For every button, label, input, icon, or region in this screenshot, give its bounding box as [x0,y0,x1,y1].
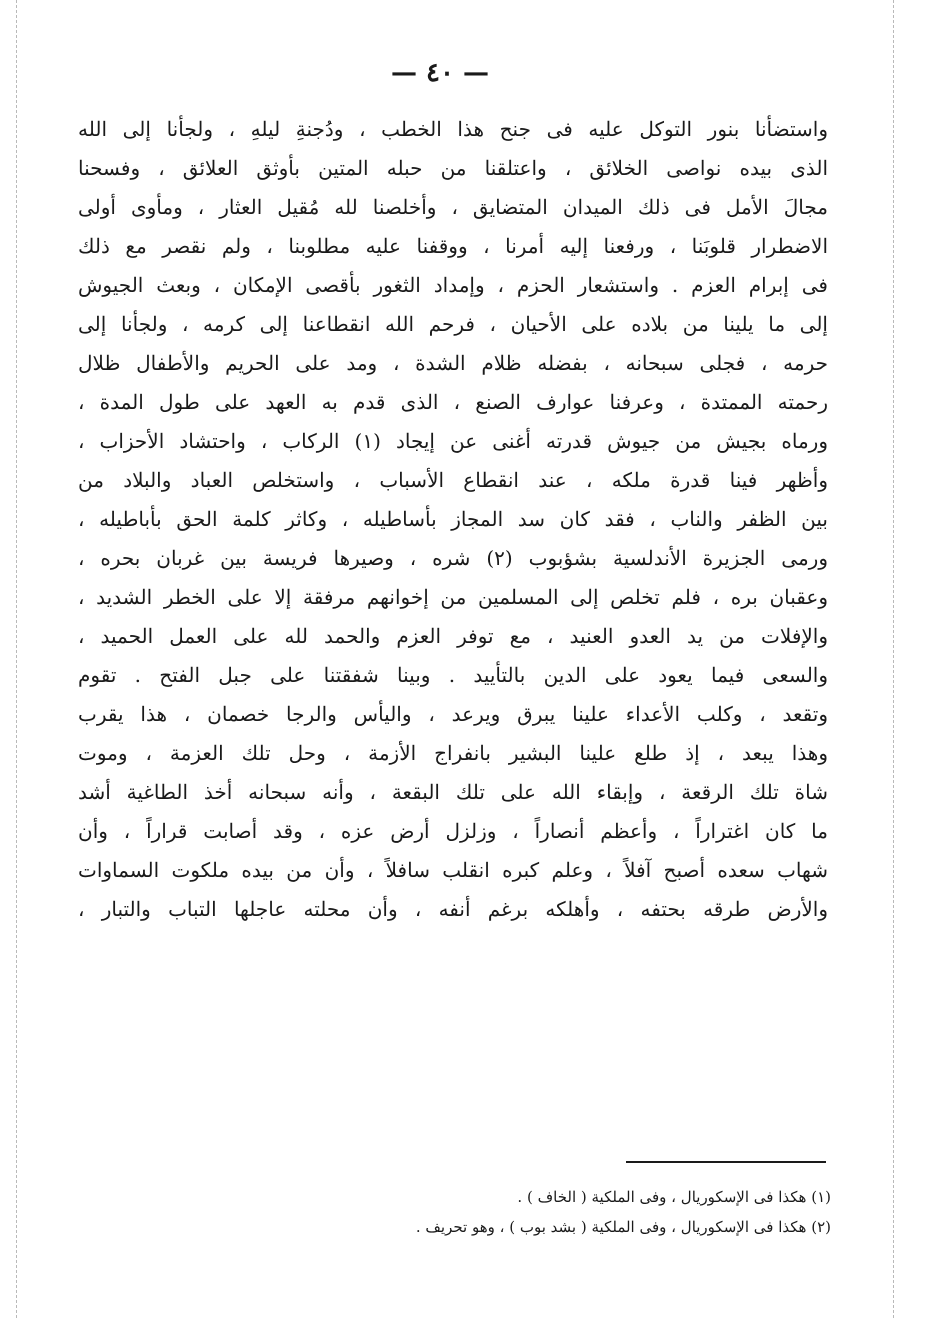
footnote-1: (١) هكذا فى الإسكوريال ، وفى الملكية ( الخاف ) . [517,1188,831,1206]
text-line: الذى بيده نواصى الخلائق ، واعتلقنا من حبله المتين بأوثق العلائق ، وفسحنا [78,156,828,180]
text-line: رحمته الممتدة ، وعرفنا عوارف الصنع ، الذى قدم به العهد على طول المدة ، [78,390,828,414]
left-margin-guide [16,0,17,1318]
page-number: — ٤٠ — [390,58,490,88]
text-line: واستضأنا بنور التوكل عليه فى جنح هذا الخطب ، ودُجنةِ ليلهِ ، ولجأنا إلى الله [78,117,828,141]
text-line: وعقبان بره ، فلم تخلص إلى المسلمين من إخوانهم مرفقة إلا على الخطر الشديد ، [78,585,828,609]
footnote-divider [626,1161,826,1163]
text-line: وهذا يبعد ، إذ طلع علينا البشير بانفراج الأزمة ، وحل تلك العزمة ، وموت [78,741,828,765]
footnote-2: (٢) هكذا فى الإسكوريال ، وفى الملكية ( بشد بوب ) ، وهو تحريف . [415,1218,831,1236]
text-line: وأظهر فينا قدرة ملكه ، عند انقطاع الأسباب ، واستخلص العباد والبلاد من [78,468,828,492]
right-margin-guide [893,0,894,1318]
text-line: إلى ما يلينا من بلاده على الأحيان ، فرحم الله انقطاعنا إلى كرمه ، ولجأنا إلى [78,312,828,336]
text-line: ورمى الجزيرة الأندلسية بشؤبوب (٢) شره ، وصيرها فريسة بين غربان بحره ، [78,546,828,570]
text-line: شاة تلك الرقعة ، وإبقاء الله على تلك البقعة ، وأنه سبحانه أخذ الطاغية أشد [78,780,828,804]
text-line: والسعى فيما يعود على الدين بالتأييد . وبينا شفقتنا على جبل الفتح . تقوم [78,663,828,687]
footnotes [271,1182,831,1242]
text-line: فى إبرام العزم . واستشعار الحزم ، وإمداد الثغور بأقصى الإمكان ، وبعث الجيوش [78,273,828,297]
text-line: الاضطرار قلوبَنا ، ورفعنا إليه أمرنا ، ووقفنا عليه مطلوبنا ، ولم نقصر مع ذلك [78,234,828,258]
text-line: ما كان اغتراراً ، وأعظم أنصاراً ، وزلزل أرض عزه ، وقد أصابت قراراً ، وأن [78,819,828,843]
text-line: ورماه بجيش من جيوش قدرته أغنى عن إيجاد (١) الركاب ، واحتشاد الأحزاب ، [78,429,828,453]
body-text [78,110,828,929]
text-line: حرمه ، فجلى سبحانه ، بفضله ظلام الشدة ، ومد على الحريم والأطفال ظلال [78,351,828,375]
text-line: شهاب سعده أصبح آفلاً ، وعلم كبره انقلب سافلاً ، وأن من بيده ملكوت السماوات [78,858,828,882]
text-line: مجالَ الأمل فى ذلك الميدان المتضايق ، وأخلصنا لله مُقيل العثار ، ومأوى أولى [78,195,828,219]
text-line: والإفلات من يد العدو العنيد ، مع توفر العزم والحمد لله على العمل الحميد ، [78,624,828,648]
text-line: والأرض طرقه بحتفه ، وأهلكه برغم أنفه ، وأن محلته عاجلها التباب والتبار ، [78,897,828,921]
text-line: وتقعد ، وكلب الأعداء علينا يبرق ويرعد ، واليأس والرجا خصمان ، هذا يقرب [78,702,828,726]
text-line: بين الظفر والناب ، فقد كان سد المجاز بأساطيله ، وكاثر كلمة الحق بأباطيله ، [78,507,828,531]
